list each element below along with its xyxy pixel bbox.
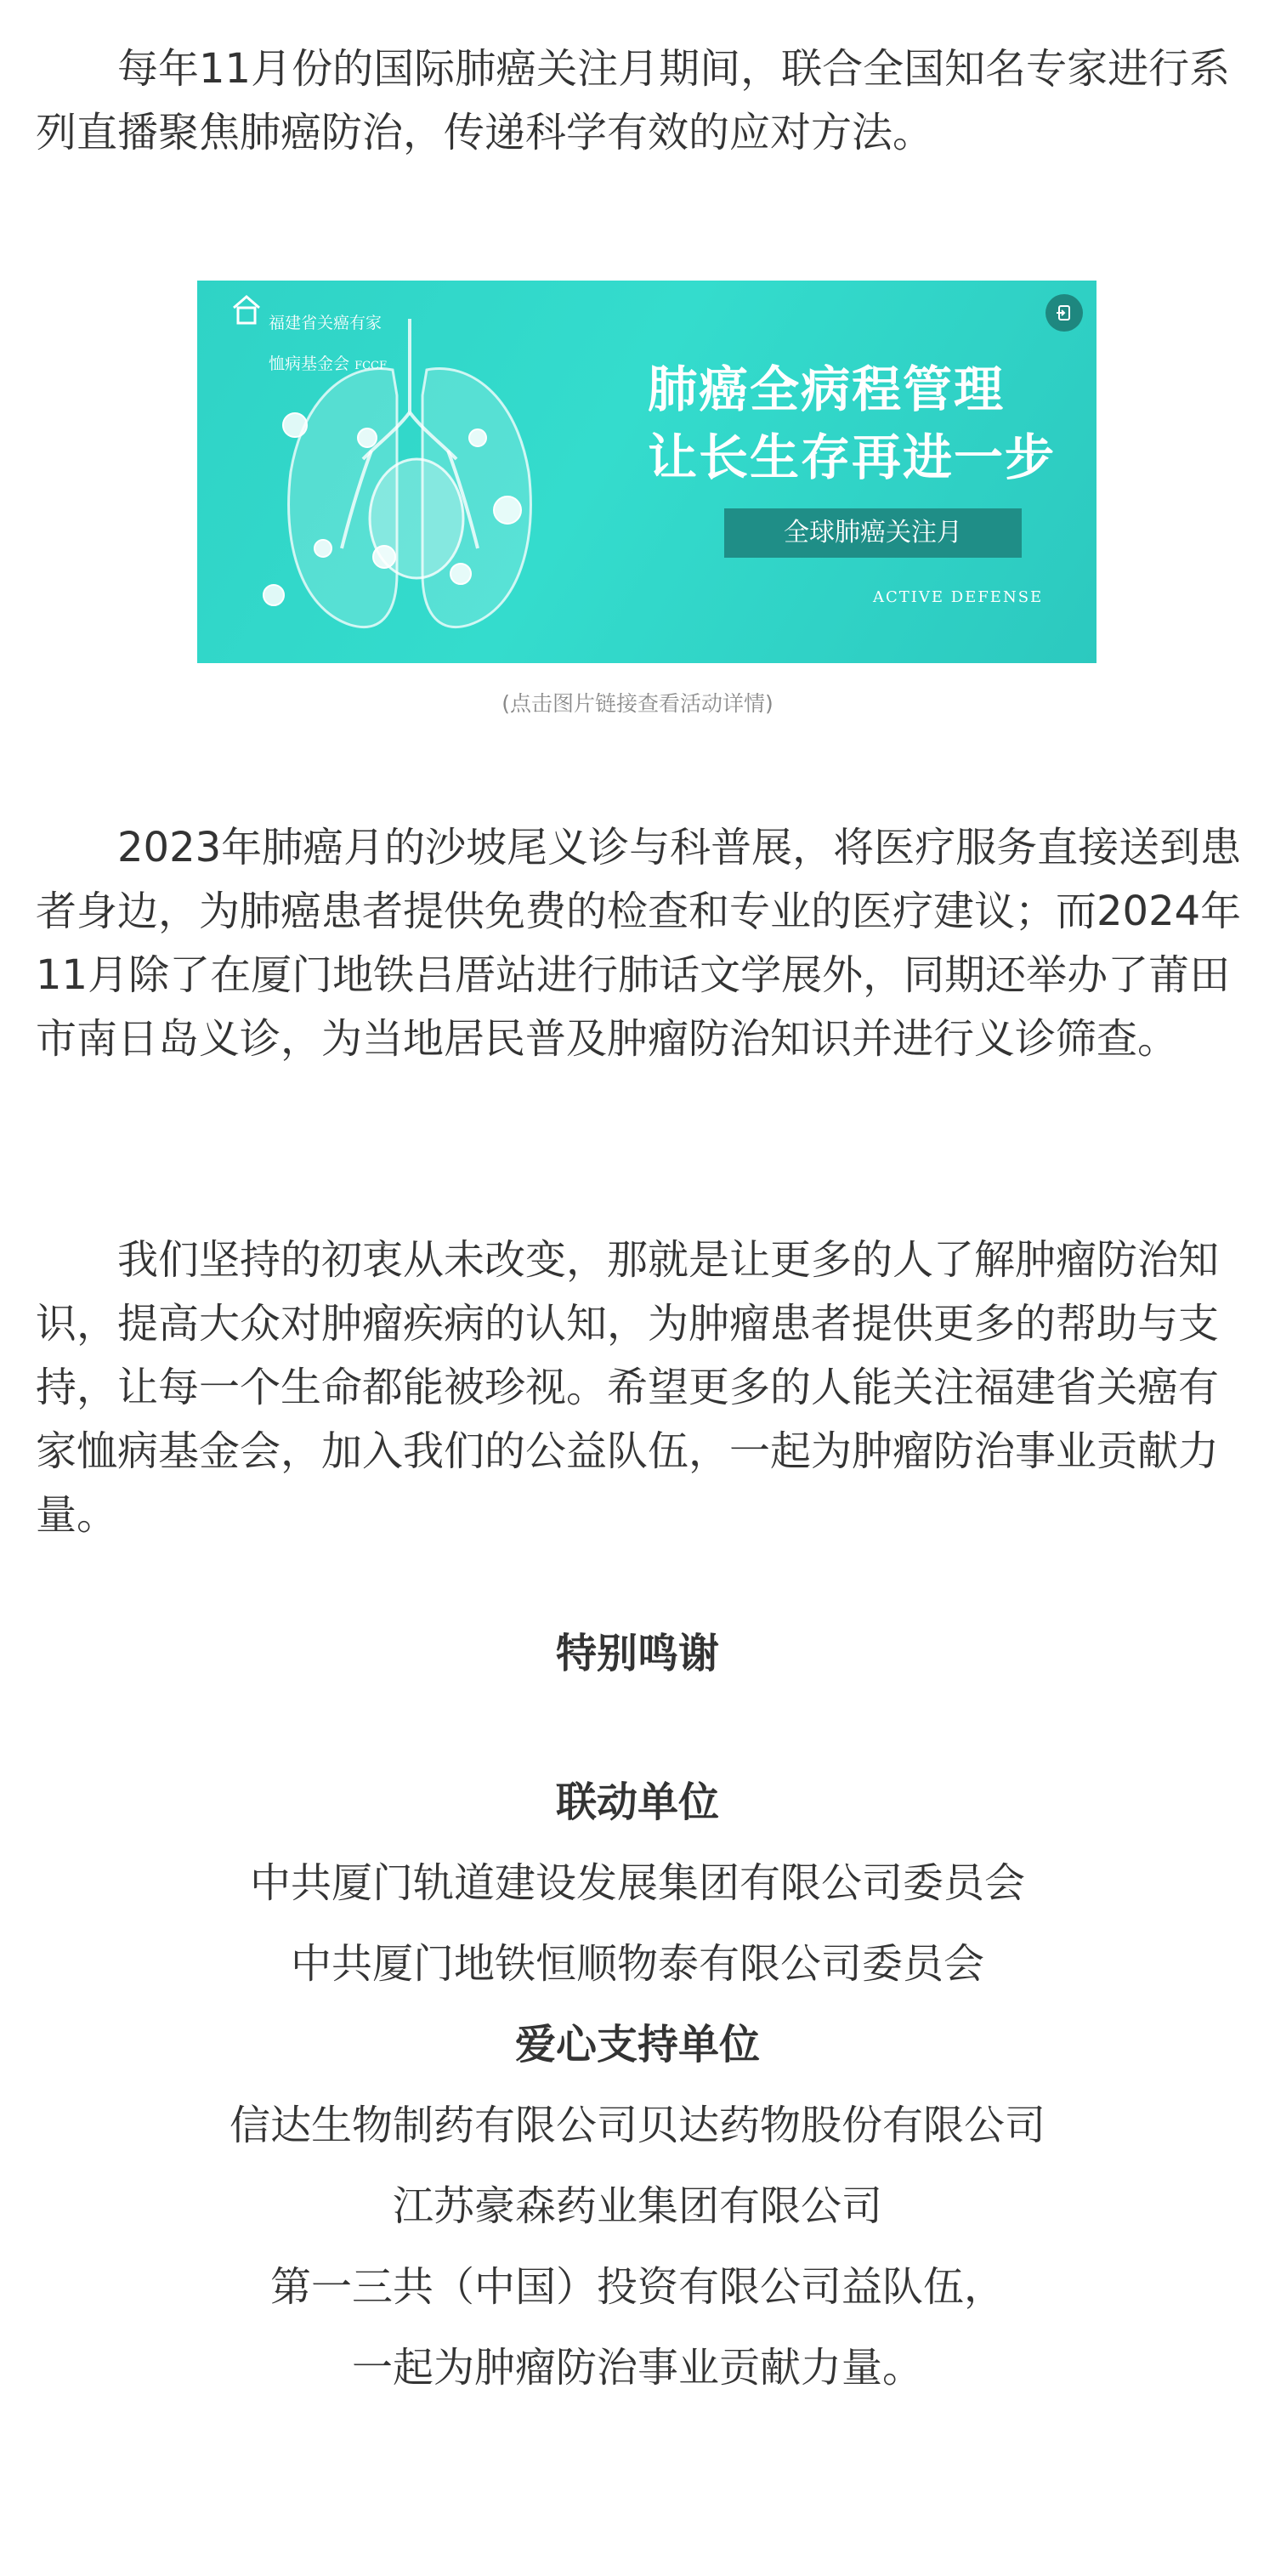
support-unit-item: 信达生物制药有限公司贝达药物股份有限公司 — [229, 2102, 1046, 2149]
banner-headline — [648, 355, 1056, 491]
banner-headline-line1: 肺癌全病程管理 — [648, 360, 1006, 418]
support-unit-item: 第一三共（中国）投资有限公司益队伍， — [269, 2263, 1005, 2311]
foundation-logo — [231, 292, 387, 397]
support-units-heading: 爱心支持单位 — [514, 2021, 760, 2068]
support-unit-item: 一起为肿瘤防治事业贡献力量。 — [351, 2344, 923, 2392]
special-thanks-heading: 特别鸣谢 — [555, 1630, 719, 1677]
image-caption: (点击图片链接查看活动详情) — [502, 691, 774, 716]
exit-icon[interactable] — [1046, 294, 1083, 332]
linked-unit-item: 中共厦门轨道建设发展集团有限公司委员会 — [249, 1859, 1025, 1907]
linked-unit-item: 中共厦门地铁恒顺物泰有限公司委员会 — [290, 1940, 984, 1988]
support-unit-item: 江苏豪森药业集团有限公司 — [392, 2182, 882, 2230]
org-name-line2: 恤病基金会 — [269, 355, 350, 373]
events-paragraph: 2023年肺癌月的沙坡尾义诊与科普展，将医疗服务直接送到患者身边，为肺癌患者提供免费的检查和专业的医疗建议；而2024年11月除了在厦门地铁吕厝站进行肺话文学展外，同期还举办了莆田市南日岛义诊，为当地居民普及肿瘤防治知识并进行义诊筛查。 — [36, 824, 1242, 1063]
org-name-line1: 福建省关癌有家 — [269, 314, 382, 332]
event-banner-image[interactable] — [197, 281, 1096, 663]
lung-cancer-month-tag: 全球肺癌关注月 — [724, 508, 1022, 558]
active-defense-text: ACTIVE DEFENSE — [873, 588, 1044, 606]
house-logo-icon — [231, 292, 262, 326]
intro-paragraph: 每年11月份的国际肺癌关注月期间，联合全国知名专家进行系列直播聚焦肺癌防治，传递科学有效的应对方法。 — [36, 45, 1231, 156]
org-abbr: FCCF — [354, 360, 387, 372]
mission-paragraph: 我们坚持的初衷从未改变，那就是让更多的人了解肿瘤防治知识，提高大众对肿瘤疾病的认知，为肿瘤患者提供更多的帮助与支持，让每一个生命都能被珍视。希望更多的人能关注福建省关癌有家恤病基金会，加入我们的公益队伍，一起为肿瘤防治事业贡献力量。 — [36, 1236, 1220, 1539]
banner-headline-line2: 让长生存再进一步 — [648, 428, 1057, 486]
linked-units-heading: 联动单位 — [555, 1779, 719, 1826]
